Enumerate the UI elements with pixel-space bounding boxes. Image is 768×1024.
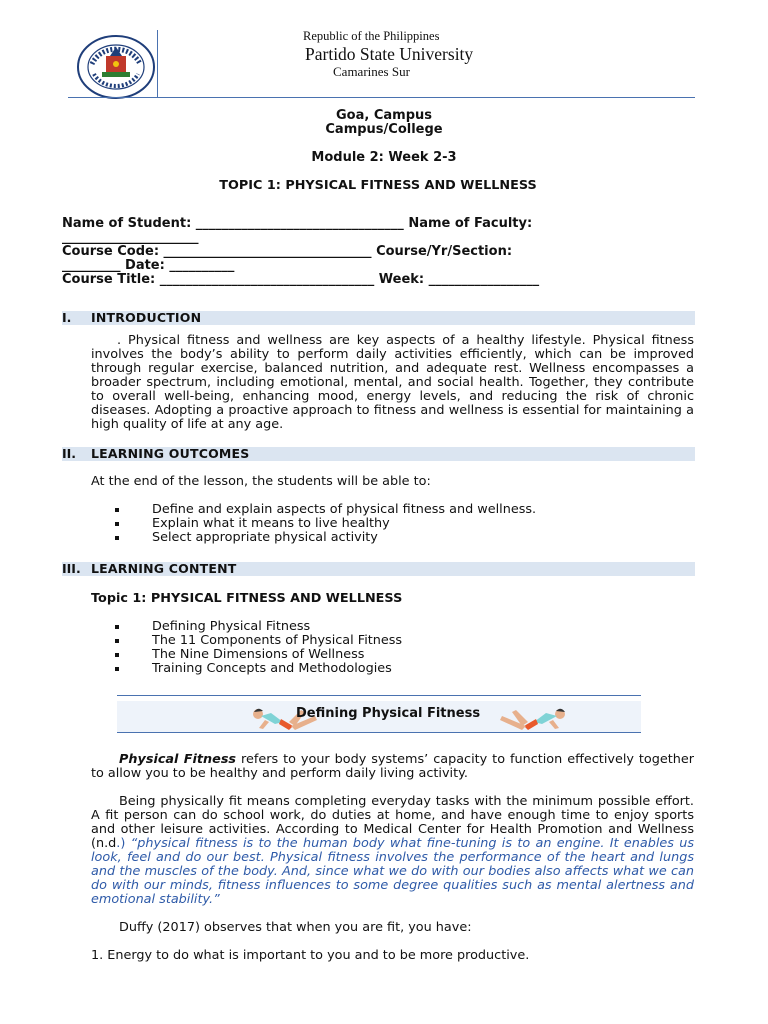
campus-college: Campus/College — [325, 122, 443, 137]
university-seal — [76, 34, 156, 100]
exercise-figure-right-icon — [486, 702, 570, 732]
banner-title: Defining Physical Fitness — [296, 706, 481, 721]
list-item: Define and explain aspects of physical fitness and wellness. — [115, 503, 536, 517]
definition-text: refers to your body systems’ capacity to function effectively together to allow you to be healthy and perform daily living activity. — [91, 752, 695, 781]
list-item: Training Concepts and Methodologies — [115, 662, 402, 676]
term-physical-fitness: Physical Fitness — [119, 752, 237, 767]
form-line-course-code[interactable]: Course Code: ________________________________ Course/Yr/Section: — [62, 244, 513, 259]
list-item: Explain what it means to live healthy — [115, 517, 536, 531]
banner-bottom-rule — [117, 732, 641, 733]
content-list — [115, 620, 402, 676]
list-item: The 11 Components of Physical Fitness — [115, 634, 402, 648]
duffy-intro: Duffy (2017) observes that when you are fit, you have: — [119, 920, 472, 935]
module-week: Module 2: Week 2-3 — [311, 150, 457, 165]
topic-title: TOPIC 1: PHYSICAL FITNESS AND WELLNESS — [219, 178, 537, 193]
citation-paren: .) — [116, 836, 131, 851]
list-item: Defining Physical Fitness — [115, 620, 402, 634]
form-line-date[interactable]: _________ Date: __________ — [62, 258, 235, 273]
section-title-introduction: INTRODUCTION — [91, 310, 202, 325]
form-line-student[interactable]: Name of Student: ________________________________ Name of Faculty: — [62, 216, 533, 231]
list-item: Select appropriate physical activity — [115, 531, 536, 545]
paragraph-plain-text: Being physically fit means completing everyday tasks with the minimum possible effort. A fit person can do school work, do duties at home, and have enough time to enjoy sports and other leisure activities. According to Medical Center for Health Promotion and Wellness (n.d — [91, 794, 694, 851]
campus-name: Goa, Campus — [336, 108, 432, 123]
outcomes-list — [115, 503, 536, 545]
fitness-explanation-paragraph — [91, 795, 694, 907]
header-vertical-rule — [157, 30, 158, 98]
outcomes-lead: At the end of the lesson, the students will be able to: — [91, 474, 431, 489]
section-number-i: I. — [62, 310, 72, 325]
form-line-student-cont[interactable]: _____________________ — [62, 230, 199, 245]
form-line-course-title[interactable]: Course Title: _________________________________ Week: _________________ — [62, 272, 540, 287]
banner-top-rule — [117, 695, 641, 696]
header-horizontal-rule — [68, 97, 695, 98]
introduction-paragraph: . Physical fitness and wellness are key aspects of a healthy lifestyle. Physical fitness involves the body’s ability to perform daily activities efficiently, which can be improved through regular exercise, balanced nutrition, and adequate rest. Wellness encompasses a broader spectrum, including emotional, mental, and social health. Together, they contribute to overall well-being, enhancing mood, energy levels, and reducing the risk of chronic diseases. Adopting a proactive approach to fitness and wellness is essential for maintaining a high quality of life at any age. — [91, 333, 694, 432]
content-topic-heading: Topic 1: PHYSICAL FITNESS AND WELLNESS — [91, 591, 403, 606]
header-province: Camarines Sur — [333, 64, 410, 79]
physical-fitness-definition — [91, 753, 694, 781]
section-number-iii: III. — [62, 561, 81, 576]
section-title-outcomes: LEARNING OUTCOMES — [91, 446, 250, 461]
header-university: Partido State University — [305, 44, 474, 64]
section-title-content: LEARNING CONTENT — [91, 561, 237, 576]
numbered-item-1: 1. Energy to do what is important to you and to be more productive. — [91, 948, 530, 963]
quoted-definition: “physical fitness is to the human body what fine-tuning is to an engine. It enables us look, feel and do our best. Physical fitness involves the performance of the heart and lungs and the muscles of the body. And, since what we do with our bodies also affects what we can do with our minds, fitness influences to some degree qualities such as mental alertness and emotional stability.” — [91, 836, 694, 907]
list-item: The Nine Dimensions of Wellness — [115, 648, 402, 662]
section-number-ii: II. — [62, 446, 77, 461]
header-republic: Republic of the Philippines — [303, 29, 440, 43]
